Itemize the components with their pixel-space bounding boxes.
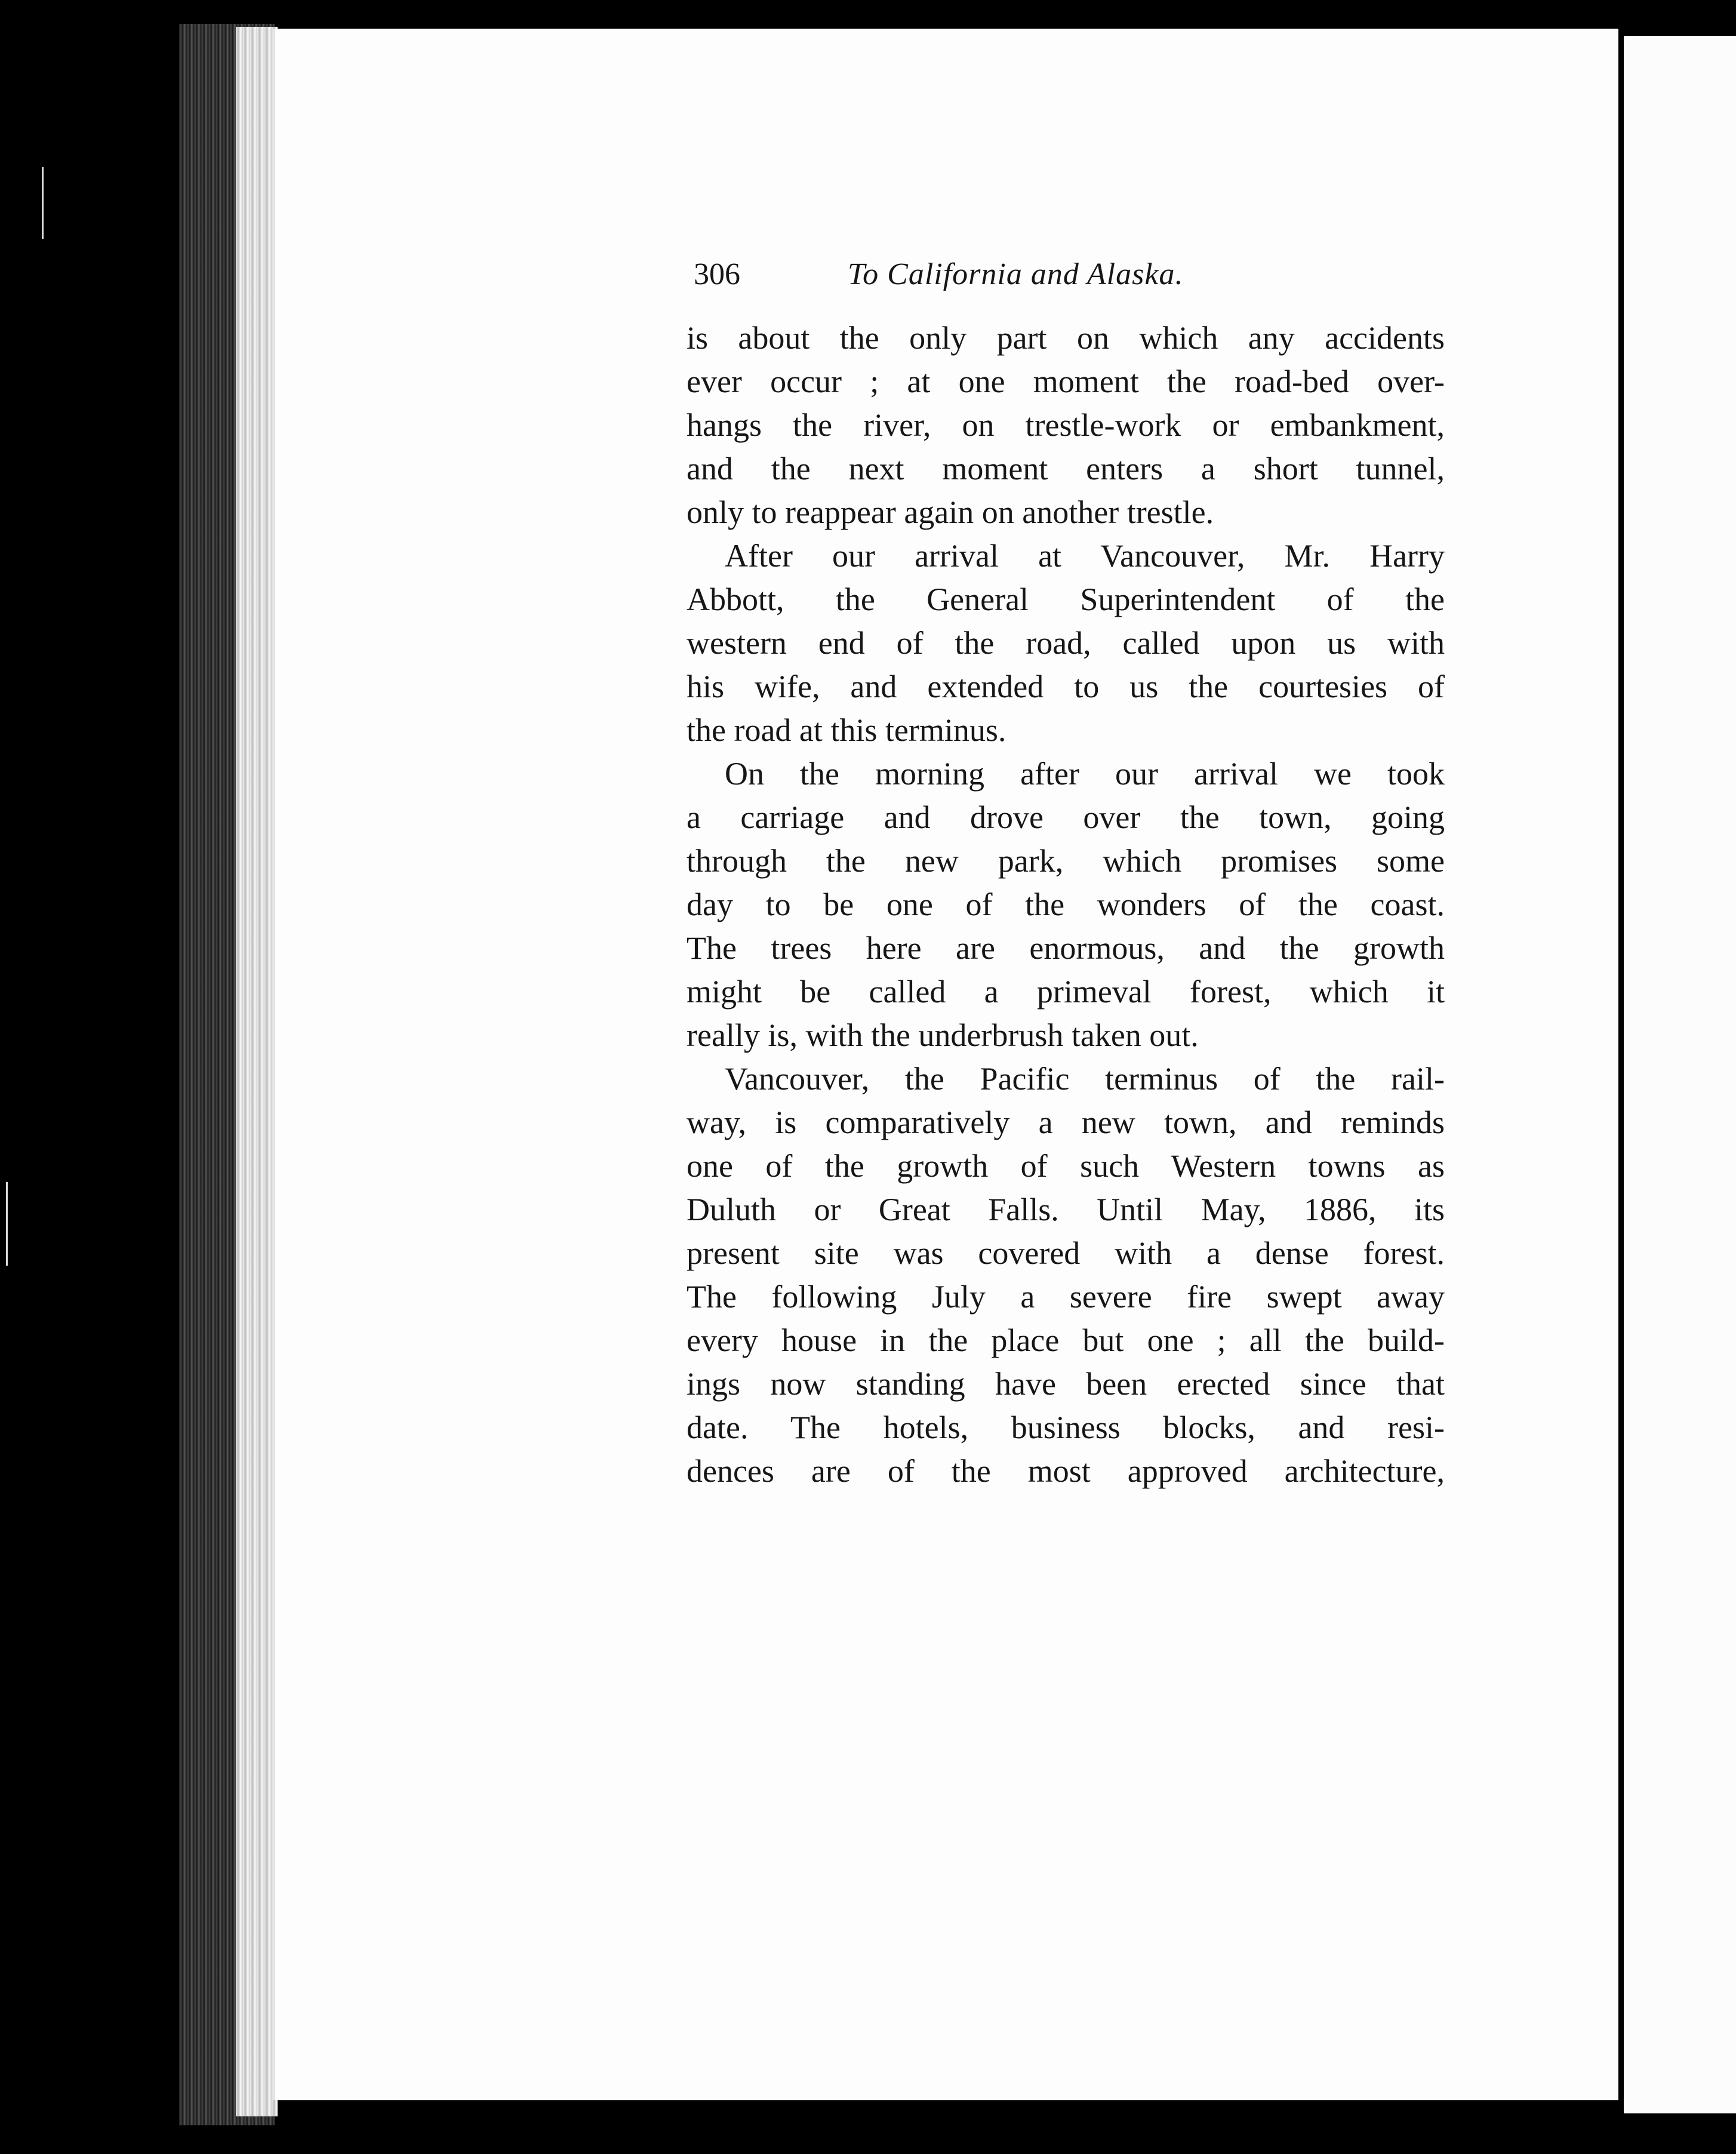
text-line: way, is comparatively a new town, and reminds	[687, 1104, 1445, 1140]
text-line: dences are of the most approved architecture,	[687, 1453, 1445, 1489]
paragraph	[687, 752, 1445, 1057]
text-line: is about the only part on which any accidents	[687, 320, 1445, 356]
text-line: Duluth or Great Falls. Until May, 1886, its	[687, 1192, 1445, 1227]
text-line: Vancouver, the Pacific terminus of the rail-	[725, 1061, 1445, 1097]
paragraph	[687, 534, 1445, 752]
running-head	[687, 257, 1445, 304]
text-line: one of the growth of such Western towns as	[687, 1148, 1445, 1184]
text-line: The trees here are enormous, and the growth	[687, 930, 1445, 966]
text-line: only to reappear again on another trestle.	[687, 494, 1214, 530]
paragraph	[687, 1057, 1445, 1493]
text-line: and the next moment enters a short tunnel,	[687, 451, 1445, 487]
text-line: hangs the river, on trestle-work or embankment,	[687, 407, 1445, 443]
margin-mark	[6, 1182, 8, 1266]
text-line: The following July a severe fire swept away	[687, 1279, 1445, 1315]
text-line: really is, with the underbrush taken out.	[687, 1017, 1199, 1053]
page-number: 306	[694, 257, 740, 291]
paragraph	[687, 316, 1445, 534]
text-line: On the morning after our arrival we took	[725, 756, 1445, 792]
margin-mark	[42, 167, 44, 239]
text-line: ever occur ; at one moment the road-bed over-	[687, 364, 1445, 399]
text-line: western end of the road, called upon us with	[687, 625, 1445, 661]
text-line: the road at this terminus.	[687, 712, 1006, 748]
facing-page-edge	[1624, 36, 1736, 2113]
text-line: present site was covered with a dense forest.	[687, 1235, 1445, 1271]
text-line: his wife, and extended to us the courtesies of	[687, 669, 1445, 704]
text-line: After our arrival at Vancouver, Mr. Harry	[725, 538, 1445, 574]
text-line: a carriage and drove over the town, going	[687, 799, 1445, 835]
page-text-block	[687, 257, 1445, 1493]
running-head-title: To California and Alaska.	[848, 257, 1184, 291]
text-line: date. The hotels, business blocks, and resi-	[687, 1410, 1445, 1445]
text-line: ings now standing have been erected since that	[687, 1366, 1445, 1402]
text-line: every house in the place but one ; all the build-	[687, 1322, 1445, 1358]
text-line: Abbott, the General Superintendent of the	[687, 581, 1445, 617]
text-line: through the new park, which promises some	[687, 843, 1445, 879]
text-line: might be called a primeval forest, which it	[687, 974, 1445, 1010]
text-line: day to be one of the wonders of the coast.	[687, 887, 1445, 922]
